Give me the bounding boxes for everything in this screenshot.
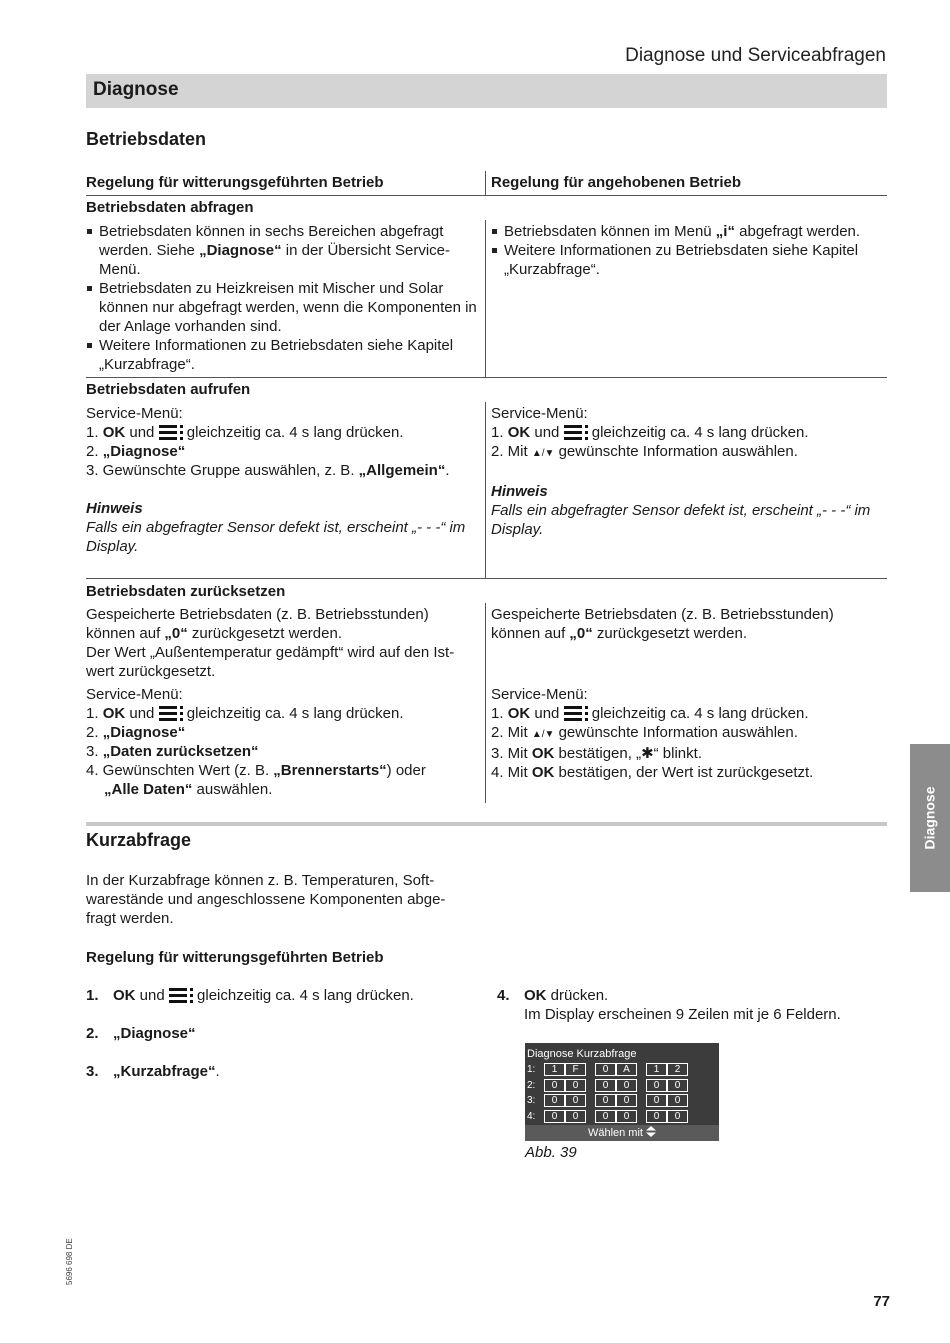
display-row xyxy=(527,1093,688,1109)
list-item: Weitere Informationen zu Betriebsdaten siehe Kapitel „Kurzabfrage“. xyxy=(491,241,887,279)
abfragen-left xyxy=(86,222,482,374)
display-cell: 0 xyxy=(544,1110,565,1123)
step-1: 1. OK und gleichzeitig ca. 4 s lang drücken. xyxy=(86,987,414,1004)
display-cell: 0 xyxy=(565,1079,586,1092)
display-cell: 1 xyxy=(544,1063,565,1076)
display-cell: 2 xyxy=(667,1063,688,1076)
divider xyxy=(86,195,887,196)
display-row-label: 3: xyxy=(527,1095,536,1107)
kurzabfrage-subheading: Regelung für witterungsgeführten Betrieb xyxy=(86,949,384,966)
step-2: 2. „Diagnose“ xyxy=(86,1025,196,1042)
up-down-arrow-icon: ▲/▼ xyxy=(531,729,555,740)
display-cell: 0 xyxy=(616,1079,637,1092)
display-footer: Wählen mit xyxy=(525,1125,719,1141)
list-item: Weitere Informationen zu Betriebsdaten siehe Kapitel „Kurzabfrage“. xyxy=(86,336,482,374)
hint-text: Falls ein abgefragter Sensor defekt ist, erscheint „- - -“ im Display. xyxy=(491,502,871,538)
display-cell: 0 xyxy=(544,1094,565,1107)
zuruecksetzen-right: Gespeicherte Betriebsdaten (z. B. Betriebsstunden) können auf „0“ zurückgesetzt werden. Service-Menü: 1. OK und gleichzeitig ca. 4 s lang drücken. 2. Mit ▲/▼ gewünschte Information auswählen. 3. Mit OK bestätigen, „✱“ blinkt. 4. Mit OK bestätigen, der Wert ist zurückgesetzt. xyxy=(491,606,834,781)
section-title: Diagnose xyxy=(93,79,179,100)
display-cell: 0 xyxy=(616,1094,637,1107)
display-cell: 1 xyxy=(646,1063,667,1076)
kurzabfrage-intro: In der Kurzabfrage können z. B. Temperaturen, Soft-warestände und angeschlossene Komponenten abge-fragt werden. xyxy=(86,872,446,927)
hint-text: Falls ein abgefragter Sensor defekt ist, erscheint „- - -“ im Display. xyxy=(86,519,466,555)
menu-icon xyxy=(159,705,183,721)
display-cell: 0 xyxy=(595,1110,616,1123)
side-tab-label: Diagnose xyxy=(921,786,938,850)
display-cell: 0 xyxy=(667,1079,688,1092)
column-divider xyxy=(485,603,486,803)
menu-icon xyxy=(564,705,588,721)
betriebsdaten-heading: Betriebsdaten xyxy=(86,129,207,149)
aufrufen-left: Service-Menü: 1. OK und gleichzeitig ca. 4 s lang drücken. 2. „Diagnose“ 3. Gewünschte Gruppe auswählen, z. B. „Allgemein“. Hinweis Falls ein abgefragter Sensor defekt ist, erscheint „- - -“ im Display. xyxy=(86,404,482,556)
divider xyxy=(86,377,887,378)
step-4: 4. OK drücken. Im Display erscheinen 9 Zeilen mit je 6 Feldern. xyxy=(497,987,841,1023)
display-cell: 0 xyxy=(595,1079,616,1092)
display-row xyxy=(527,1109,688,1125)
display-cell: 0 xyxy=(646,1094,667,1107)
display-row-label: 1: xyxy=(527,1064,536,1076)
side-tab xyxy=(910,744,950,892)
display-cell: 0 xyxy=(595,1063,616,1076)
column-divider xyxy=(485,402,486,578)
display-row xyxy=(527,1078,688,1094)
up-down-arrow-icon: ▲/▼ xyxy=(531,448,555,459)
list-item: Betriebsdaten können im Menü „i“ abgefragt werden. xyxy=(491,222,887,241)
row-label-abfragen: Betriebsdaten abfragen xyxy=(86,199,254,216)
row-label-zuruecksetzen: Betriebsdaten zurücksetzen xyxy=(86,583,286,600)
menu-icon xyxy=(159,424,183,440)
display-cell: A xyxy=(616,1063,637,1076)
display-title: Diagnose Kurzabfrage xyxy=(527,1048,637,1060)
up-down-arrows-icon xyxy=(646,1126,656,1137)
abfragen-right xyxy=(491,222,887,279)
display-cell: F xyxy=(565,1063,586,1076)
display-rows xyxy=(527,1062,688,1124)
zuruecksetzen-left: Gespeicherte Betriebsdaten (z. B. Betriebsstunden) können auf „0“ zurückgesetzt werden. Der Wert „Außentemperatur gedämpft“ wird auf den Ist-wert zurückgesetzt. Service-Menü: 1. OK und gleichzeitig ca. 4 s lang drücken. 2. „Diagnose“ 3. „Daten zurücksetzen“ 4. Gewünschten Wert (z. B. „Brennerstarts“) oder „Alle Daten“ auswählen. xyxy=(86,606,455,798)
aufrufen-right: Service-Menü: 1. OK und gleichzeitig ca. 4 s lang drücken. 2. Mit ▲/▼ gewünschte Information auswählen. Hinweis Falls ein abgefragter Sensor defekt ist, erscheint „- - -“ im Display. xyxy=(491,404,887,539)
row-label-aufrufen: Betriebsdaten aufrufen xyxy=(86,381,251,398)
col-left-header: Regelung für witterungsgeführten Betrieb xyxy=(86,174,384,191)
list-item: Betriebsdaten können in sechs Bereichen abgefragt werden. Siehe „Diagnose“ in der Übersicht Service-Menü. xyxy=(86,222,482,279)
menu-icon xyxy=(564,424,588,440)
kurzabfrage-heading: Kurzabfrage xyxy=(86,830,192,850)
figure-caption: Abb. 39 xyxy=(525,1144,577,1161)
display-cell: 0 xyxy=(544,1079,565,1092)
divider xyxy=(86,578,887,579)
display-cell: 0 xyxy=(565,1110,586,1123)
section-rule xyxy=(86,822,887,826)
column-divider xyxy=(485,171,486,195)
hint-title: Hinweis xyxy=(86,500,143,517)
section-bar xyxy=(86,74,887,108)
list-item: Betriebsdaten zu Heizkreisen mit Mischer und Solar können nur abgefragt werden, wenn die Komponenten in der Anlage vorhanden sind. xyxy=(86,279,482,336)
col-right-header: Regelung für angehobenen Betrieb xyxy=(491,174,742,191)
display-cell: 0 xyxy=(616,1110,637,1123)
page-number: 77 xyxy=(873,1293,890,1310)
hint-title: Hinweis xyxy=(491,483,548,500)
display-row-label: 4: xyxy=(527,1110,536,1122)
chapter-header: Diagnose und Serviceabfragen xyxy=(625,45,886,66)
asterisk-icon: ✱ xyxy=(641,745,654,762)
display-cell: 0 xyxy=(646,1110,667,1123)
column-divider xyxy=(485,220,486,377)
doc-code: 5696 698 DE xyxy=(65,1238,74,1285)
display-cell: 0 xyxy=(667,1110,688,1123)
step-3: 3. „Kurzabfrage“. xyxy=(86,1063,220,1080)
kurzabfrage-steps xyxy=(86,986,482,1081)
display-cell: 0 xyxy=(565,1094,586,1107)
display-row-label: 2: xyxy=(527,1079,536,1091)
display-cell: 0 xyxy=(667,1094,688,1107)
menu-icon xyxy=(169,987,193,1003)
display-row xyxy=(527,1062,688,1078)
display-cell: 0 xyxy=(595,1094,616,1107)
display-cell: 0 xyxy=(646,1079,667,1092)
display-screen xyxy=(525,1043,719,1141)
